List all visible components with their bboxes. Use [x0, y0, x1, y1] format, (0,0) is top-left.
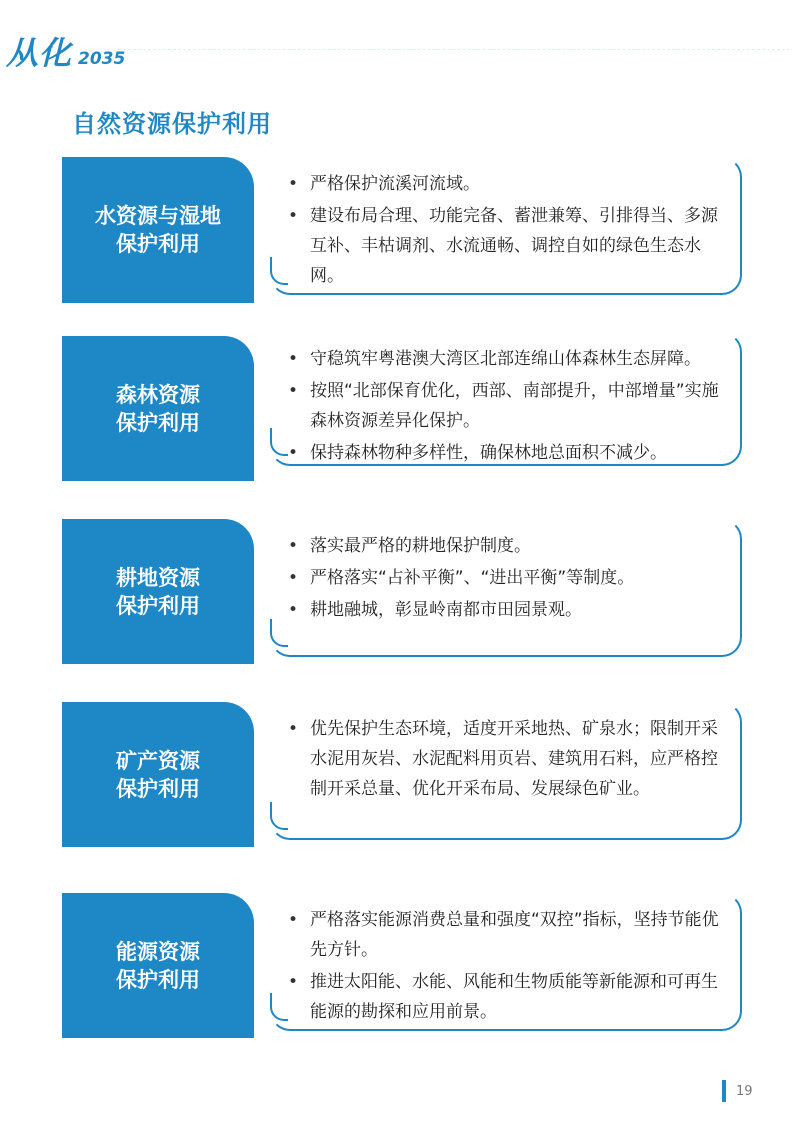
card-label-line2: 保护利用: [116, 776, 200, 801]
bullet-list: [286, 531, 732, 625]
section-title: 自然资源保护利用: [72, 110, 272, 138]
card-label-line2: 保护利用: [116, 967, 200, 992]
card-label: [62, 336, 254, 481]
card-text-box: [270, 157, 742, 295]
card-label-line1: 水资源与湿地: [95, 204, 221, 228]
card-label-line1: 能源资源: [116, 939, 200, 964]
card-forest: [62, 336, 742, 481]
list-item: • 保持森林物种多样性，确保林地总面积不减少。: [286, 438, 732, 468]
list-item: • 严格保护流溪河流域。: [286, 169, 732, 199]
list-item: • 按照“北部保育优化，西部、南部提升，中部增量”实施森林资源差异化保护。: [286, 376, 732, 436]
card-label-line2: 保护利用: [116, 232, 200, 256]
card-text-box: [270, 702, 742, 840]
bullet-list: [286, 714, 732, 804]
card-label: [62, 157, 254, 303]
card-energy: [62, 893, 742, 1038]
card-label: [62, 893, 254, 1038]
card-label: [62, 519, 254, 664]
brand-year: 2035: [78, 49, 126, 69]
card-text-box: [270, 332, 742, 466]
card-farmland: [62, 519, 742, 664]
card-text-box: [270, 893, 742, 1031]
list-item: • 耕地融城，彰显岭南都市田园景观。: [286, 595, 732, 625]
list-item: • 建设布局合理、功能完备、蓄泄兼筹、引排得当、多源互补、丰枯调剂、水流通畅、调控自如的绿色生态水网。: [286, 201, 732, 291]
card-label: [62, 702, 254, 847]
bullet-list: [286, 905, 732, 1027]
list-item: • 守稳筑牢粤港澳大湾区北部连绵山体森林生态屏障。: [286, 344, 732, 374]
card-label-line1: 矿产资源: [116, 748, 200, 773]
card-label-line2: 保护利用: [116, 593, 200, 618]
list-item: • 严格落实“占补平衡”、“进出平衡”等制度。: [286, 563, 732, 593]
list-item: • 落实最严格的耕地保护制度。: [286, 531, 732, 561]
card-mineral: [62, 702, 742, 847]
bullet-list: [286, 344, 732, 468]
bullet-list: [286, 169, 732, 291]
list-item: • 推进太阳能、水能、风能和生物质能等新能源和可再生能源的勘探和应用前景。: [286, 967, 732, 1027]
brand-name: 从化: [6, 34, 73, 72]
card-label-line1: 耕地资源: [116, 565, 200, 590]
page-number-text: 19: [736, 1083, 753, 1099]
list-item: • 严格落实能源消费总量和强度“双控”指标，坚持节能优先方针。: [286, 905, 732, 965]
brand: [6, 28, 126, 72]
header-divider: [118, 49, 790, 50]
card-label-line2: 保护利用: [116, 410, 200, 435]
frame-corner: [270, 802, 288, 830]
page-number-bar: [722, 1080, 726, 1102]
card-text-box: [270, 519, 742, 657]
card-water: [62, 157, 742, 303]
page-number: [722, 1080, 753, 1102]
list-item: • 优先保护生态环境，适度开采地热、矿泉水；限制开采水泥用灰岩、水泥配料用页岩、建筑用石料，应严格控制开采总量、优化开采布局、发展绿色矿业。: [286, 714, 732, 804]
card-label-line1: 森林资源: [116, 382, 200, 407]
